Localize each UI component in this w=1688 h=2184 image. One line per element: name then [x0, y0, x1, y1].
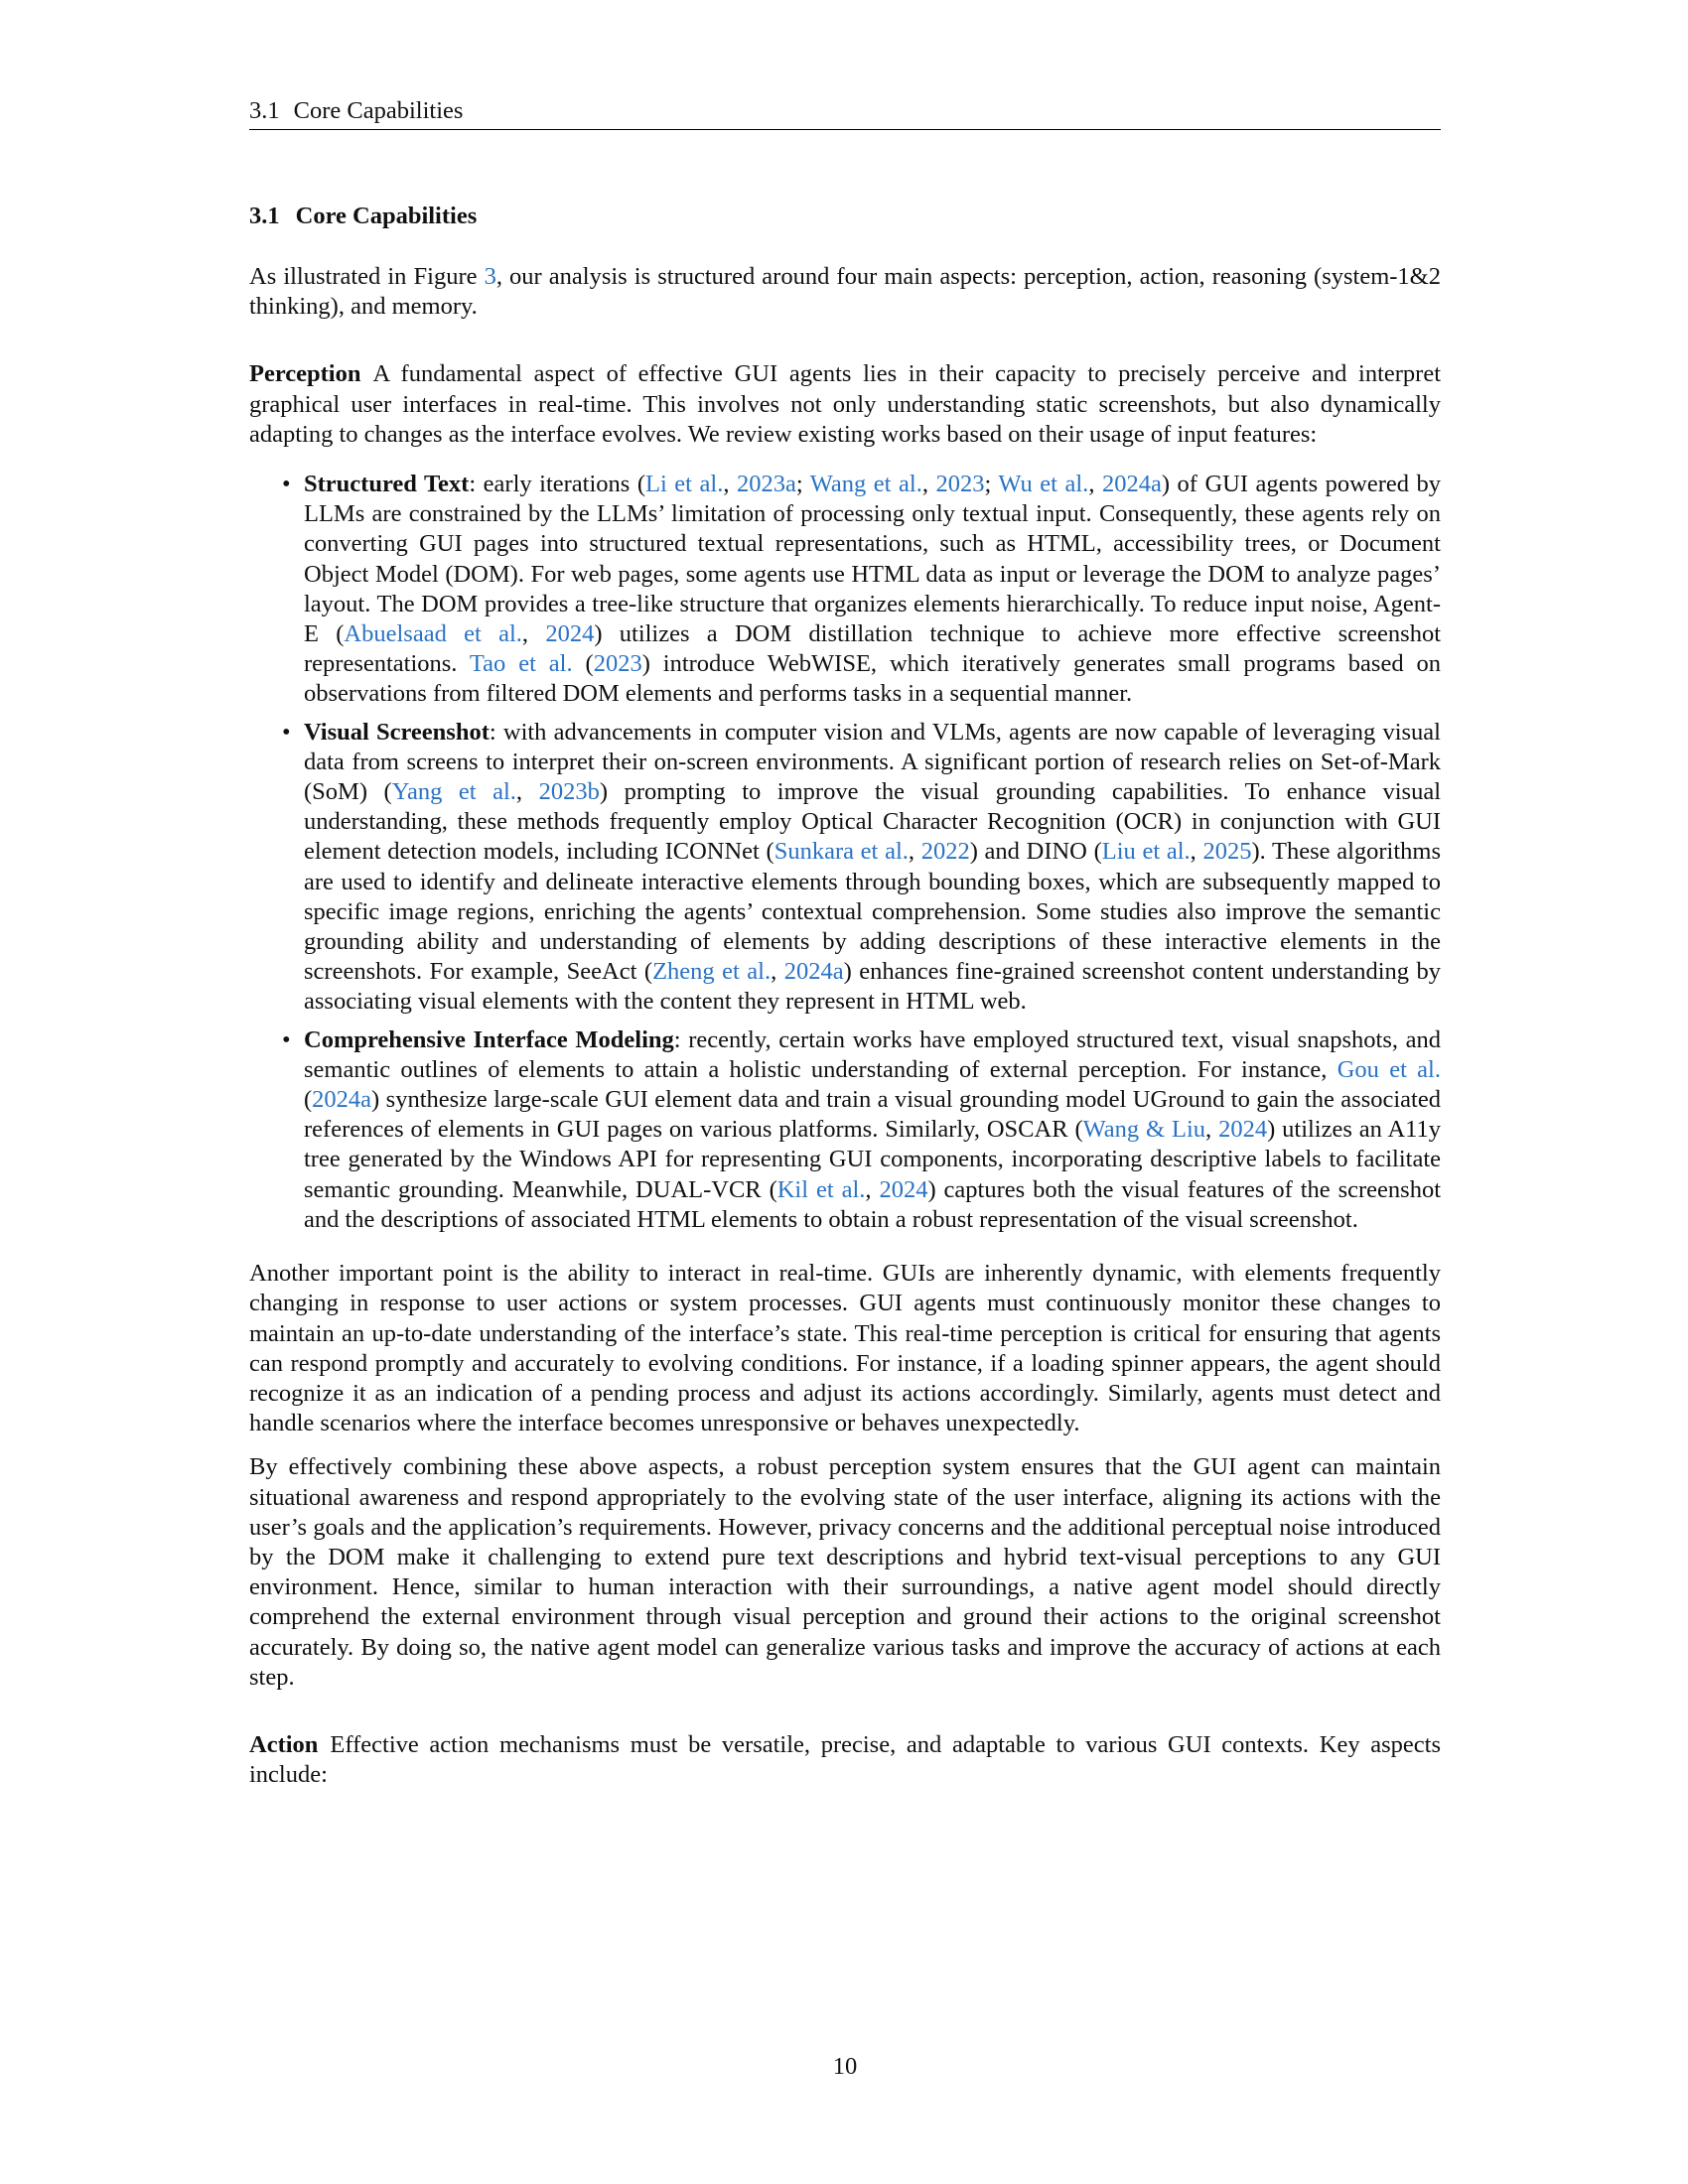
- citation-link[interactable]: Wang et al.: [809, 471, 922, 498]
- list-item-comprehensive-interface-modeling: • Comprehensive Interface Modeling: recently, certain works have employed structured text, visual snapshots, and semantic outlines of elements to attain a holistic understanding of external perception. For instance, Gou et al. (2024a) synthesize large-scale GUI element data and train a visual grounding model UGround to gain the associated references of elements in GUI pages on various platforms. Similarly, OSCAR (Wang & Liu, 2024) utilizes an A11y tree generated by the Windows API for representing GUI components, incorporating descriptive labels to facilitate semantic grounding. Meanwhile, DUAL-VCR (Kil et al., 2024) captures both the visual features of the screenshot and the descriptions of associated HTML elements to obtain a robust representation of the visual screenshot.: [282, 1025, 1442, 1233]
- citation-year-link[interactable]: 2024: [1218, 1116, 1268, 1144]
- citation-year-link[interactable]: 2024a: [312, 1086, 372, 1114]
- citation-year-link[interactable]: 2024a: [1101, 471, 1162, 498]
- perception-heading: Perception: [249, 360, 361, 388]
- citation-link[interactable]: Kil et al.: [776, 1175, 866, 1203]
- intro-paragraph: As illustrated in Figure 3, our analysis is structured around four main aspects: perception, action, reasoning (system-1&2 thinking), and memory.: [249, 263, 1441, 321]
- citation-link[interactable]: Tao et al.: [469, 650, 573, 678]
- citation-link[interactable]: Liu et al.: [1101, 838, 1191, 866]
- citation-link[interactable]: Sunkara et al.: [774, 838, 909, 866]
- figure-reference-link[interactable]: 3: [484, 263, 496, 290]
- citation-link[interactable]: Abuelsaad et al.: [344, 620, 522, 648]
- body-text: [249, 262, 1441, 1790]
- citation-link[interactable]: Wu et al.: [998, 471, 1089, 498]
- citation-year-link[interactable]: 2024a: [783, 958, 844, 986]
- running-head-title: Core Capabilities: [293, 97, 464, 124]
- bullet-icon: •: [282, 718, 291, 746]
- section-number: 3.1: [249, 203, 280, 229]
- citation-year-link[interactable]: 2023: [935, 471, 985, 498]
- perception-bullet-list: [249, 470, 1441, 1235]
- citation-year-link[interactable]: 2024: [545, 620, 595, 648]
- action-paragraph: Action Effective action mechanisms must be versatile, precise, and adaptable to various GUI contexts. Key aspects include:: [249, 1730, 1441, 1789]
- action-heading: Action: [249, 1730, 319, 1758]
- section-title: Core Capabilities: [295, 203, 478, 229]
- list-item-visual-screenshot: • Visual Screenshot: with advancements in computer vision and VLMs, agents are now capable of leveraging visual data from screens to interpret their on-screen environments. A significant portion of research relies on Set-of-Mark (SoM) (Yang et al., 2023b) prompting to improve the visual grounding capabilities. To enhance visual understanding, these methods frequently employ Optical Character Recognition (OCR) in conjunction with GUI element detection models, including ICONNet (Sunkara et al., 2022) and DINO (Liu et al., 2025). These algorithms are used to identify and delineate interactive elements through bounding boxes, which are subsequently mapped to specific image regions, enriching the agents’ contextual comprehension. Some studies also improve the semantic grounding ability and understanding of elements by adding descriptions of these interactive elements in the screenshots. For example, SeeAct (Zheng et al., 2024a) enhances fine-grained screenshot content understanding by associating visual elements with the content they represent in HTML web.: [282, 718, 1442, 1016]
- citation-link[interactable]: Yang et al.: [391, 778, 516, 806]
- citation-link[interactable]: Li et al.: [645, 471, 724, 498]
- combine-paragraph: By effectively combining these above aspects, a robust perception system ensures that the GUI agent can maintain situational awareness and respond appropriately to the evolving state of the user interface, aligning its actions with the user’s goals and the application’s requirements. However, privacy concerns and the additional perceptual noise introduced by the DOM make it challenging to extend pure text descriptions and hybrid text-visual perceptions to any GUI environment. Hence, similar to human interaction with their surroundings, a native agent model should directly comprehend the external environment through visual perception and ground their actions to the original screenshot accurately. By doing so, the native agent model can generalize various tasks and improve the accuracy of actions at each step.: [249, 1453, 1441, 1691]
- citation-year-link[interactable]: 2023a: [736, 471, 796, 498]
- list-item-structured-text: • Structured Text: early iterations (Li et al., 2023a; Wang et al., 2023; Wu et al., 2024a) of GUI agents powered by LLMs are constrained by the LLMs’ limitation of processing only textual input. Consequently, these agents rely on converting GUI pages into structured textual representations, such as HTML, accessibility trees, or Document Object Model (DOM). For web pages, some agents use HTML data as input or leverage the DOM to analyze pages’ layout. The DOM provides a tree-like structure that organizes elements hierarchically. To reduce input noise, Agent-E (Abuelsaad et al., 2024) utilizes a DOM distillation technique to achieve more effective screenshot representations. Tao et al. (2023) introduce WebWISE, which iteratively generates small programs based on observations from filtered DOM elements and performs tasks in a sequential manner.: [282, 471, 1442, 708]
- citation-year-link[interactable]: 2023: [593, 650, 642, 678]
- realtime-paragraph: Another important point is the ability to interact in real-time. GUIs are inherently dynamic, with elements frequently changing in response to user actions or system processes. GUI agents must continuously monitor these changes to maintain an up-to-date understanding of the interface’s state. This real-time perception is critical for ensuring that agents can respond promptly and accurately to evolving conditions. For instance, if a loading spinner appears, the agent should recognize it as an indication of a pending process and adjust its actions accordingly. Similarly, agents must detect and handle scenarios where the interface becomes unresponsive or behaves unexpectedly.: [249, 1260, 1441, 1437]
- citation-link[interactable]: Gou et al.: [1336, 1055, 1441, 1083]
- citation-year-link[interactable]: 2023b: [538, 778, 600, 806]
- section-heading: [249, 203, 477, 230]
- citation-year-link[interactable]: 2022: [920, 838, 970, 866]
- citation-link[interactable]: Zheng et al.: [652, 958, 772, 986]
- bullet-icon: •: [282, 1025, 291, 1053]
- bullet-icon: •: [282, 471, 291, 498]
- citation-year-link[interactable]: 2025: [1202, 838, 1252, 866]
- running-head-number: 3.1: [249, 97, 280, 124]
- citation-link[interactable]: Wang & Liu: [1082, 1116, 1206, 1144]
- citation-year-link[interactable]: 2024: [879, 1175, 928, 1203]
- page-number: 10: [832, 2053, 858, 2080]
- running-head: [249, 97, 1441, 130]
- perception-paragraph: Perception A fundamental aspect of effective GUI agents lies in their capacity to precisely perceive and interpret graphical user interfaces in real-time. This involves not only understanding static screenshots, but also dynamically adapting to changes as the interface evolves. We review existing works based on their usage of input features:: [249, 360, 1441, 448]
